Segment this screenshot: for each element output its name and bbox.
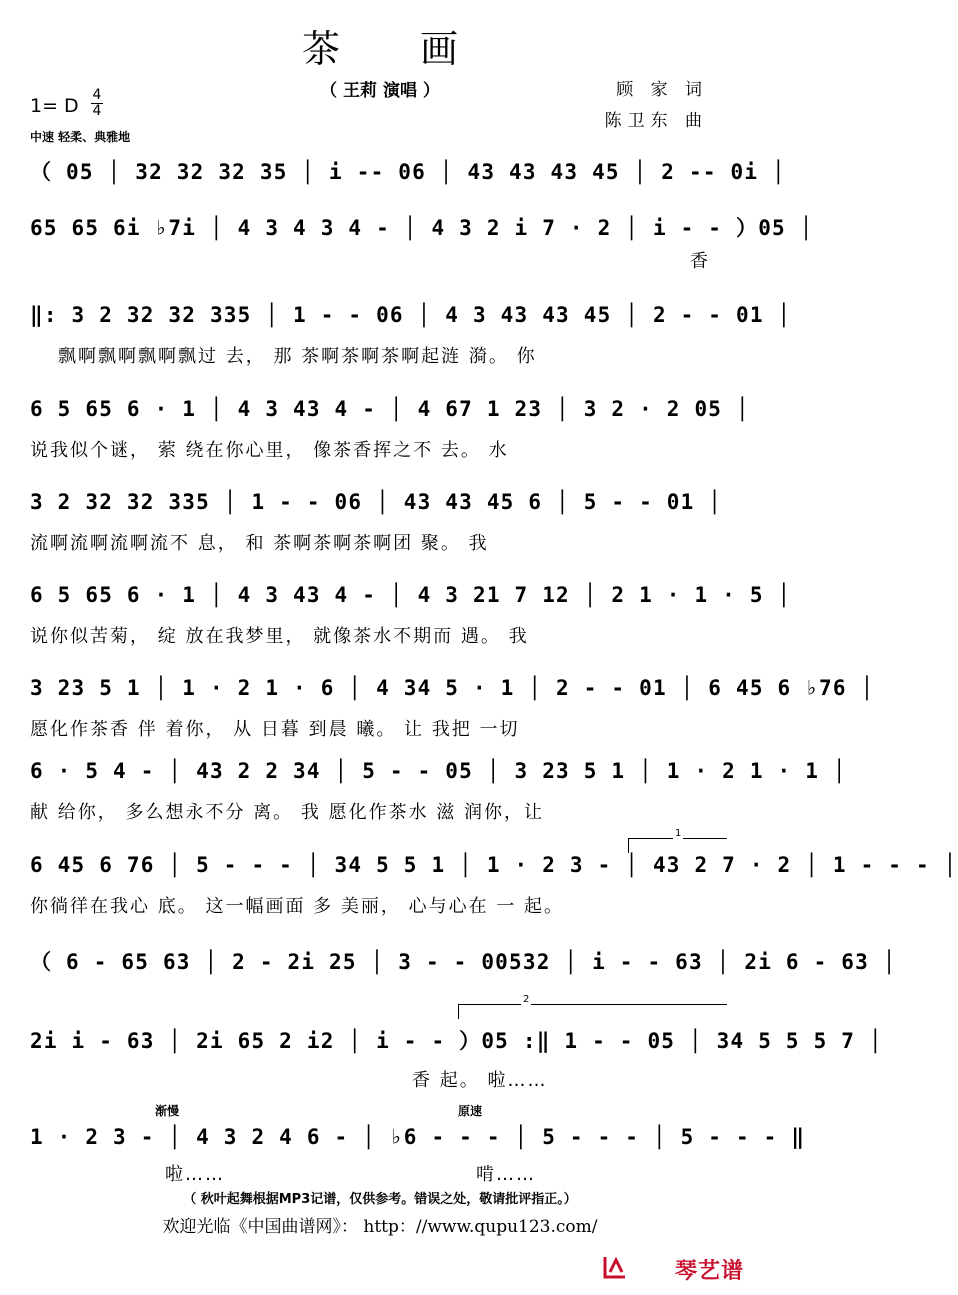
score-row-11: 2i i - 63 │ 2i 65 2 i2 │ i - - ）05 :‖ 1 - - 05 │ 34 5 5 5 7 │ [30, 1029, 883, 1053]
score-row-3: ‖: 3 2 32 32 335 │ 1 - - 06 │ 4 3 43 43 45 │ 2 - - 01 │ [30, 303, 792, 327]
key-signature: 1= D [30, 95, 79, 117]
lyrics-row-4: 说我似个谜， 萦 绕在你心里， 像茶香挥之不 去。 水 [30, 440, 509, 461]
volta-2-number: 2 [523, 994, 530, 1005]
performer: （ 王莉 演唱 ） [320, 81, 440, 101]
score-row-10: （ 6 - 65 63 │ 2 - 2i 25 │ 3 - - 00532 │ i - - 63 │ 2i 6 - 63 │ [30, 950, 897, 974]
time-sig-bottom: 4 [92, 103, 102, 119]
score-row-1: （ 05 │ 32 32 32 35 │ i -- 06 │ 43 43 43 45 │ 2 -- 0i │ [30, 160, 786, 184]
lyrics-row-8: 献 给你， 多么想永不分 离。 我 愿化作茶水 滋 润你，让 [30, 802, 545, 823]
score-row-6: 6 5 65 6 · 1 │ 4 3 43 4 - │ 4 3 21 7 12 │ 2 1 · 1 · 5 │ [30, 583, 792, 607]
score-row-8: 6 · 5 4 - │ 43 2 2 34 │ 5 - - 05 │ 3 23 5 1 │ 1 · 2 1 · 1 │ [30, 759, 847, 783]
lyrics-row-11: 香 起。 啦…… [412, 1070, 548, 1091]
lyrics-row-9: 你徜徉在我心 底。 这一幅画面 多 美丽， 心与心在 一 起。 [30, 896, 565, 917]
transcription-note: （ 秋叶起舞根据MP3记谱，仅供参考。错误之处，敬请批评指正。） [183, 1192, 577, 1207]
composer: 陈卫东 曲 [604, 111, 708, 131]
a-tempo-mark: 原速 [458, 1104, 483, 1118]
song-title: 茶 画 [301, 27, 493, 71]
lyrics-row-6: 说你似苦菊， 绽 放在我梦里， 就像茶水不期而 遇。 我 [30, 626, 529, 647]
lyrics-row-3: 飘啊飘啊飘啊飘过 去， 那 茶啊茶啊茶啊起涟 漪。 你 [58, 346, 537, 367]
lyrics-row-12-a: 啦…… [165, 1164, 225, 1185]
ritardando-mark: 渐慢 [155, 1104, 180, 1118]
score-row-4: 6 5 65 6 · 1 │ 4 3 43 4 - │ 4 67 1 23 │ 3 2 · 2 05 │ [30, 397, 750, 421]
volta-2 [458, 994, 727, 1019]
score-row-2: 65 65 6i ♭7i │ 4 3 4 3 4 - │ 4 3 2 i 7 · 2 │ i - - ）05 │ [30, 216, 814, 240]
lyrics-row-5: 流啊流啊流啊流不 息， 和 茶啊茶啊茶啊团 聚。 我 [30, 533, 489, 554]
score-row-7: 3 23 5 1 │ 1 · 2 1 · 6 │ 4 34 5 · 1 │ 2 - - 01 │ 6 45 6 ♭76 │ [30, 676, 875, 700]
site-credit: 欢迎光临《中国曲谱网》： http：//www.qupu123.com/ [162, 1217, 598, 1237]
lyrics-row-2: 香 [690, 251, 710, 272]
volta-1 [628, 828, 727, 853]
time-signature [90, 88, 104, 119]
score-row-12: 1 · 2 3 - │ 4 3 2 4 6 - │ ♭6 - - - │ 5 - - - │ 5 - - - ‖ [30, 1125, 806, 1149]
qinyipu-logo[interactable]: 琴艺谱 [674, 1259, 744, 1284]
score-row-5: 3 2 32 32 335 │ 1 - - 06 │ 43 43 45 6 │ 5 - - 01 │ [30, 490, 723, 514]
qinyipu-logo-icon [602, 1254, 628, 1280]
lyricist: 顾 家 词 [616, 80, 708, 100]
lyrics-row-7: 愿化作茶香 伴 着你， 从 日暮 到晨 曦。 让 我把 一切 [30, 719, 520, 740]
time-sig-top: 4 [92, 87, 102, 103]
tempo-marking: 中速 轻柔、典雅地 [30, 130, 131, 144]
volta-1-number: 1 [675, 828, 682, 839]
lyrics-row-12-b: 啃…… [476, 1164, 536, 1185]
score-row-9: 6 45 6 76 │ 5 - - - │ 34 5 5 1 │ 1 · 2 3 - │ 43 2 7 · 2 │ 1 - - - │ [30, 853, 958, 877]
